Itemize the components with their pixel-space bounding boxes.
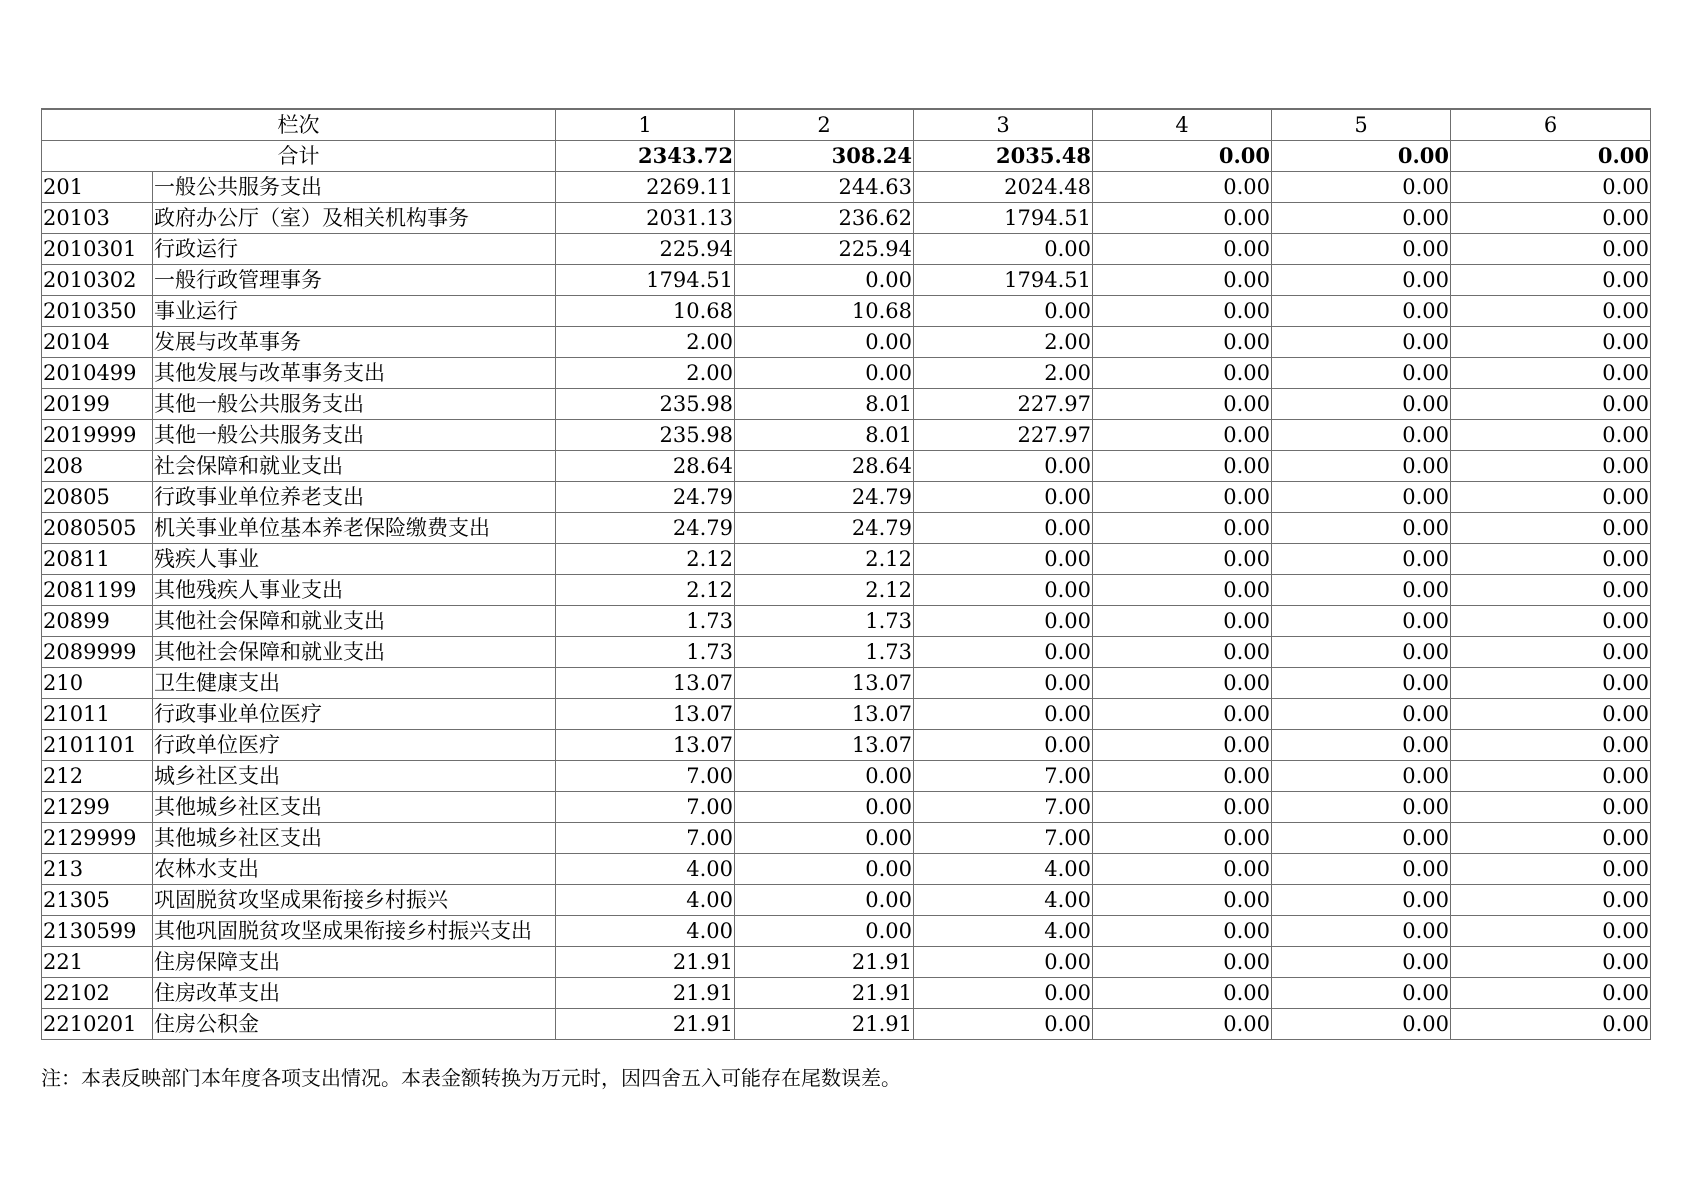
row-value-2: 0.00: [735, 792, 914, 823]
row-value-2: 28.64: [735, 451, 914, 482]
row-name: 卫生健康支出: [153, 668, 556, 699]
row-value-2: 1.73: [735, 606, 914, 637]
row-value-5: 0.00: [1272, 234, 1451, 265]
row-value-5: 0.00: [1272, 575, 1451, 606]
row-value-1: 235.98: [556, 389, 735, 420]
row-code: 2129999: [42, 823, 153, 854]
row-code: 213: [42, 854, 153, 885]
row-value-2: 10.68: [735, 296, 914, 327]
row-name: 行政运行: [153, 234, 556, 265]
row-code: 201: [42, 172, 153, 203]
row-value-5: 0.00: [1272, 482, 1451, 513]
row-value-1: 2269.11: [556, 172, 735, 203]
row-value-1: 28.64: [556, 451, 735, 482]
row-name: 其他社会保障和就业支出: [153, 637, 556, 668]
row-value-1: 13.07: [556, 699, 735, 730]
row-value-1: 21.91: [556, 978, 735, 1009]
row-name: 残疾人事业: [153, 544, 556, 575]
row-code: 21299: [42, 792, 153, 823]
row-name: 住房改革支出: [153, 978, 556, 1009]
table-row: [42, 854, 1651, 885]
header-col-2: 2: [735, 109, 914, 141]
row-value-3: 4.00: [914, 854, 1093, 885]
row-value-5: 0.00: [1272, 606, 1451, 637]
row-value-1: 21.91: [556, 1009, 735, 1040]
row-code: 210: [42, 668, 153, 699]
row-value-1: 4.00: [556, 885, 735, 916]
row-value-5: 0.00: [1272, 203, 1451, 234]
row-value-5: 0.00: [1272, 885, 1451, 916]
row-value-6: 0.00: [1451, 978, 1651, 1009]
row-code: 20103: [42, 203, 153, 234]
row-value-4: 0.00: [1093, 265, 1272, 296]
row-value-5: 0.00: [1272, 1009, 1451, 1040]
row-value-6: 0.00: [1451, 265, 1651, 296]
row-name: 发展与改革事务: [153, 327, 556, 358]
row-value-5: 0.00: [1272, 513, 1451, 544]
row-code: 20199: [42, 389, 153, 420]
row-value-6: 0.00: [1451, 575, 1651, 606]
row-value-5: 0.00: [1272, 978, 1451, 1009]
row-value-2: 0.00: [735, 327, 914, 358]
row-name: 其他残疾人事业支出: [153, 575, 556, 606]
row-name: 行政单位医疗: [153, 730, 556, 761]
row-value-1: 10.68: [556, 296, 735, 327]
table-row: [42, 668, 1651, 699]
row-value-5: 0.00: [1272, 420, 1451, 451]
row-value-4: 0.00: [1093, 823, 1272, 854]
row-code: 21011: [42, 699, 153, 730]
row-value-2: 0.00: [735, 916, 914, 947]
row-name: 一般行政管理事务: [153, 265, 556, 296]
row-value-3: 4.00: [914, 885, 1093, 916]
row-value-6: 0.00: [1451, 606, 1651, 637]
row-value-3: 2.00: [914, 358, 1093, 389]
row-value-5: 0.00: [1272, 296, 1451, 327]
row-value-2: 0.00: [735, 761, 914, 792]
table-row: [42, 172, 1651, 203]
total-label: 合计: [42, 141, 556, 172]
row-value-3: 227.97: [914, 389, 1093, 420]
row-value-3: 0.00: [914, 978, 1093, 1009]
table-row: [42, 699, 1651, 730]
header-col-5: 5: [1272, 109, 1451, 141]
row-value-4: 0.00: [1093, 885, 1272, 916]
row-value-1: 2031.13: [556, 203, 735, 234]
row-value-5: 0.00: [1272, 854, 1451, 885]
row-value-3: 0.00: [914, 234, 1093, 265]
row-value-6: 0.00: [1451, 823, 1651, 854]
row-value-6: 0.00: [1451, 885, 1651, 916]
row-code: 2081199: [42, 575, 153, 606]
row-value-3: 0.00: [914, 606, 1093, 637]
row-value-3: 7.00: [914, 823, 1093, 854]
row-code: 2019999: [42, 420, 153, 451]
row-value-5: 0.00: [1272, 699, 1451, 730]
table-row: [42, 451, 1651, 482]
table-row: [42, 203, 1651, 234]
row-value-3: 0.00: [914, 637, 1093, 668]
table-row: [42, 482, 1651, 513]
row-name: 机关事业单位基本养老保险缴费支出: [153, 513, 556, 544]
row-value-6: 0.00: [1451, 203, 1651, 234]
row-value-4: 0.00: [1093, 637, 1272, 668]
row-value-6: 0.00: [1451, 761, 1651, 792]
row-value-2: 0.00: [735, 265, 914, 296]
row-name: 其他社会保障和就业支出: [153, 606, 556, 637]
row-code: 20899: [42, 606, 153, 637]
row-value-6: 0.00: [1451, 668, 1651, 699]
row-value-3: 0.00: [914, 575, 1093, 606]
row-value-6: 0.00: [1451, 544, 1651, 575]
row-name: 农林水支出: [153, 854, 556, 885]
row-value-3: 1794.51: [914, 203, 1093, 234]
row-code: 208: [42, 451, 153, 482]
row-value-4: 0.00: [1093, 668, 1272, 699]
table-row: [42, 296, 1651, 327]
row-value-4: 0.00: [1093, 575, 1272, 606]
row-value-6: 0.00: [1451, 947, 1651, 978]
header-col-4: 4: [1093, 109, 1272, 141]
header-label: 栏次: [42, 109, 556, 141]
row-value-1: 4.00: [556, 854, 735, 885]
row-code: 2010301: [42, 234, 153, 265]
row-value-1: 7.00: [556, 761, 735, 792]
row-name: 住房保障支出: [153, 947, 556, 978]
row-value-4: 0.00: [1093, 296, 1272, 327]
row-value-4: 0.00: [1093, 947, 1272, 978]
row-value-1: 24.79: [556, 513, 735, 544]
table-row: [42, 978, 1651, 1009]
row-value-5: 0.00: [1272, 451, 1451, 482]
table-row: [42, 761, 1651, 792]
table-row: [42, 265, 1651, 296]
header-col-6: 6: [1451, 109, 1651, 141]
row-value-3: 0.00: [914, 513, 1093, 544]
row-code: 20104: [42, 327, 153, 358]
row-name: 社会保障和就业支出: [153, 451, 556, 482]
row-value-2: 13.07: [735, 730, 914, 761]
row-value-6: 0.00: [1451, 699, 1651, 730]
total-row: [42, 141, 1651, 172]
row-value-6: 0.00: [1451, 1009, 1651, 1040]
total-value-3: 2035.48: [914, 141, 1093, 172]
row-value-3: 7.00: [914, 761, 1093, 792]
row-value-6: 0.00: [1451, 730, 1651, 761]
row-value-6: 0.00: [1451, 792, 1651, 823]
row-value-3: 4.00: [914, 916, 1093, 947]
row-name: 住房公积金: [153, 1009, 556, 1040]
row-value-1: 7.00: [556, 823, 735, 854]
row-value-3: 1794.51: [914, 265, 1093, 296]
row-value-6: 0.00: [1451, 296, 1651, 327]
row-value-1: 13.07: [556, 730, 735, 761]
row-value-4: 0.00: [1093, 916, 1272, 947]
row-value-2: 2.12: [735, 575, 914, 606]
table-row: [42, 420, 1651, 451]
total-value-5: 0.00: [1272, 141, 1451, 172]
table-row: [42, 792, 1651, 823]
row-value-6: 0.00: [1451, 358, 1651, 389]
row-value-3: 0.00: [914, 482, 1093, 513]
row-value-5: 0.00: [1272, 792, 1451, 823]
row-code: 2010350: [42, 296, 153, 327]
table-row: [42, 234, 1651, 265]
row-value-6: 0.00: [1451, 172, 1651, 203]
row-value-6: 0.00: [1451, 637, 1651, 668]
table-row: [42, 916, 1651, 947]
row-value-4: 0.00: [1093, 172, 1272, 203]
row-value-5: 0.00: [1272, 265, 1451, 296]
header-row: [42, 109, 1651, 141]
row-name: 其他城乡社区支出: [153, 823, 556, 854]
row-value-1: 2.00: [556, 327, 735, 358]
row-value-1: 2.12: [556, 544, 735, 575]
row-value-3: 0.00: [914, 730, 1093, 761]
row-value-4: 0.00: [1093, 699, 1272, 730]
table-row: [42, 947, 1651, 978]
row-value-3: 0.00: [914, 451, 1093, 482]
row-value-4: 0.00: [1093, 358, 1272, 389]
row-value-2: 8.01: [735, 389, 914, 420]
row-value-2: 1.73: [735, 637, 914, 668]
row-value-5: 0.00: [1272, 916, 1451, 947]
row-value-4: 0.00: [1093, 761, 1272, 792]
row-value-6: 0.00: [1451, 513, 1651, 544]
row-code: 2130599: [42, 916, 153, 947]
row-value-1: 4.00: [556, 916, 735, 947]
table-row: [42, 327, 1651, 358]
row-value-5: 0.00: [1272, 730, 1451, 761]
row-name: 其他巩固脱贫攻坚成果衔接乡村振兴支出: [153, 916, 556, 947]
row-value-5: 0.00: [1272, 823, 1451, 854]
header-col-1: 1: [556, 109, 735, 141]
row-value-2: 13.07: [735, 699, 914, 730]
row-value-6: 0.00: [1451, 420, 1651, 451]
row-name: 行政事业单位养老支出: [153, 482, 556, 513]
row-code: 212: [42, 761, 153, 792]
row-code: 2010499: [42, 358, 153, 389]
row-value-6: 0.00: [1451, 482, 1651, 513]
row-value-1: 7.00: [556, 792, 735, 823]
row-value-2: 8.01: [735, 420, 914, 451]
total-value-4: 0.00: [1093, 141, 1272, 172]
table-row: [42, 823, 1651, 854]
row-value-3: 2024.48: [914, 172, 1093, 203]
row-value-5: 0.00: [1272, 761, 1451, 792]
row-code: 2101101: [42, 730, 153, 761]
row-value-6: 0.00: [1451, 451, 1651, 482]
row-name: 其他一般公共服务支出: [153, 420, 556, 451]
row-value-2: 0.00: [735, 823, 914, 854]
row-value-2: 21.91: [735, 947, 914, 978]
row-value-6: 0.00: [1451, 854, 1651, 885]
row-name: 一般公共服务支出: [153, 172, 556, 203]
total-value-2: 308.24: [735, 141, 914, 172]
table-row: [42, 544, 1651, 575]
row-value-3: 0.00: [914, 544, 1093, 575]
table-row: [42, 885, 1651, 916]
row-value-6: 0.00: [1451, 916, 1651, 947]
row-value-1: 2.00: [556, 358, 735, 389]
row-value-1: 1794.51: [556, 265, 735, 296]
budget-expenditure-table: [41, 108, 1651, 1040]
row-value-4: 0.00: [1093, 792, 1272, 823]
row-value-3: 227.97: [914, 420, 1093, 451]
row-name: 其他一般公共服务支出: [153, 389, 556, 420]
row-value-2: 24.79: [735, 513, 914, 544]
row-name: 行政事业单位医疗: [153, 699, 556, 730]
table-footnote: 注：本表反映部门本年度各项支出情况。本表金额转换为万元时，因四舍五入可能存在尾数误差。: [41, 1066, 901, 1090]
row-name: 巩固脱贫攻坚成果衔接乡村振兴: [153, 885, 556, 916]
row-value-3: 0.00: [914, 296, 1093, 327]
row-value-6: 0.00: [1451, 327, 1651, 358]
header-col-3: 3: [914, 109, 1093, 141]
row-value-2: 0.00: [735, 885, 914, 916]
row-value-1: 235.98: [556, 420, 735, 451]
row-value-2: 236.62: [735, 203, 914, 234]
row-value-4: 0.00: [1093, 420, 1272, 451]
table-row: [42, 575, 1651, 606]
total-value-6: 0.00: [1451, 141, 1651, 172]
row-value-2: 2.12: [735, 544, 914, 575]
table-row: [42, 730, 1651, 761]
row-value-5: 0.00: [1272, 947, 1451, 978]
row-code: 2010302: [42, 265, 153, 296]
row-code: 20805: [42, 482, 153, 513]
row-value-1: 225.94: [556, 234, 735, 265]
row-code: 2089999: [42, 637, 153, 668]
row-value-2: 21.91: [735, 1009, 914, 1040]
row-value-3: 0.00: [914, 699, 1093, 730]
row-value-3: 2.00: [914, 327, 1093, 358]
row-value-4: 0.00: [1093, 1009, 1272, 1040]
row-value-3: 0.00: [914, 947, 1093, 978]
row-value-5: 0.00: [1272, 358, 1451, 389]
row-value-1: 13.07: [556, 668, 735, 699]
row-code: 22102: [42, 978, 153, 1009]
row-value-1: 1.73: [556, 637, 735, 668]
row-name: 城乡社区支出: [153, 761, 556, 792]
row-value-1: 1.73: [556, 606, 735, 637]
row-value-3: 0.00: [914, 1009, 1093, 1040]
row-value-4: 0.00: [1093, 978, 1272, 1009]
row-value-3: 7.00: [914, 792, 1093, 823]
row-name: 其他城乡社区支出: [153, 792, 556, 823]
row-value-5: 0.00: [1272, 327, 1451, 358]
row-value-3: 0.00: [914, 668, 1093, 699]
row-value-5: 0.00: [1272, 389, 1451, 420]
row-value-4: 0.00: [1093, 482, 1272, 513]
row-value-1: 24.79: [556, 482, 735, 513]
row-code: 221: [42, 947, 153, 978]
row-value-2: 244.63: [735, 172, 914, 203]
row-value-5: 0.00: [1272, 668, 1451, 699]
row-value-1: 2.12: [556, 575, 735, 606]
table-row: [42, 606, 1651, 637]
row-name: 事业运行: [153, 296, 556, 327]
row-value-5: 0.00: [1272, 637, 1451, 668]
row-value-6: 0.00: [1451, 234, 1651, 265]
row-code: 20811: [42, 544, 153, 575]
row-value-5: 0.00: [1272, 172, 1451, 203]
row-value-4: 0.00: [1093, 854, 1272, 885]
row-value-2: 0.00: [735, 854, 914, 885]
row-value-4: 0.00: [1093, 606, 1272, 637]
row-value-4: 0.00: [1093, 327, 1272, 358]
table-row: [42, 358, 1651, 389]
row-value-4: 0.00: [1093, 513, 1272, 544]
table-row: [42, 513, 1651, 544]
row-value-4: 0.00: [1093, 544, 1272, 575]
row-value-2: 0.00: [735, 358, 914, 389]
row-value-5: 0.00: [1272, 544, 1451, 575]
total-value-1: 2343.72: [556, 141, 735, 172]
row-value-4: 0.00: [1093, 389, 1272, 420]
row-value-6: 0.00: [1451, 389, 1651, 420]
row-code: 21305: [42, 885, 153, 916]
row-value-2: 24.79: [735, 482, 914, 513]
row-value-2: 13.07: [735, 668, 914, 699]
table-row: [42, 389, 1651, 420]
row-value-2: 21.91: [735, 978, 914, 1009]
row-code: 2080505: [42, 513, 153, 544]
row-value-4: 0.00: [1093, 203, 1272, 234]
table-row: [42, 1009, 1651, 1040]
row-name: 政府办公厅（室）及相关机构事务: [153, 203, 556, 234]
row-value-2: 225.94: [735, 234, 914, 265]
row-value-1: 21.91: [556, 947, 735, 978]
table-row: [42, 637, 1651, 668]
row-value-4: 0.00: [1093, 451, 1272, 482]
row-value-4: 0.00: [1093, 730, 1272, 761]
row-name: 其他发展与改革事务支出: [153, 358, 556, 389]
row-value-4: 0.00: [1093, 234, 1272, 265]
row-code: 2210201: [42, 1009, 153, 1040]
